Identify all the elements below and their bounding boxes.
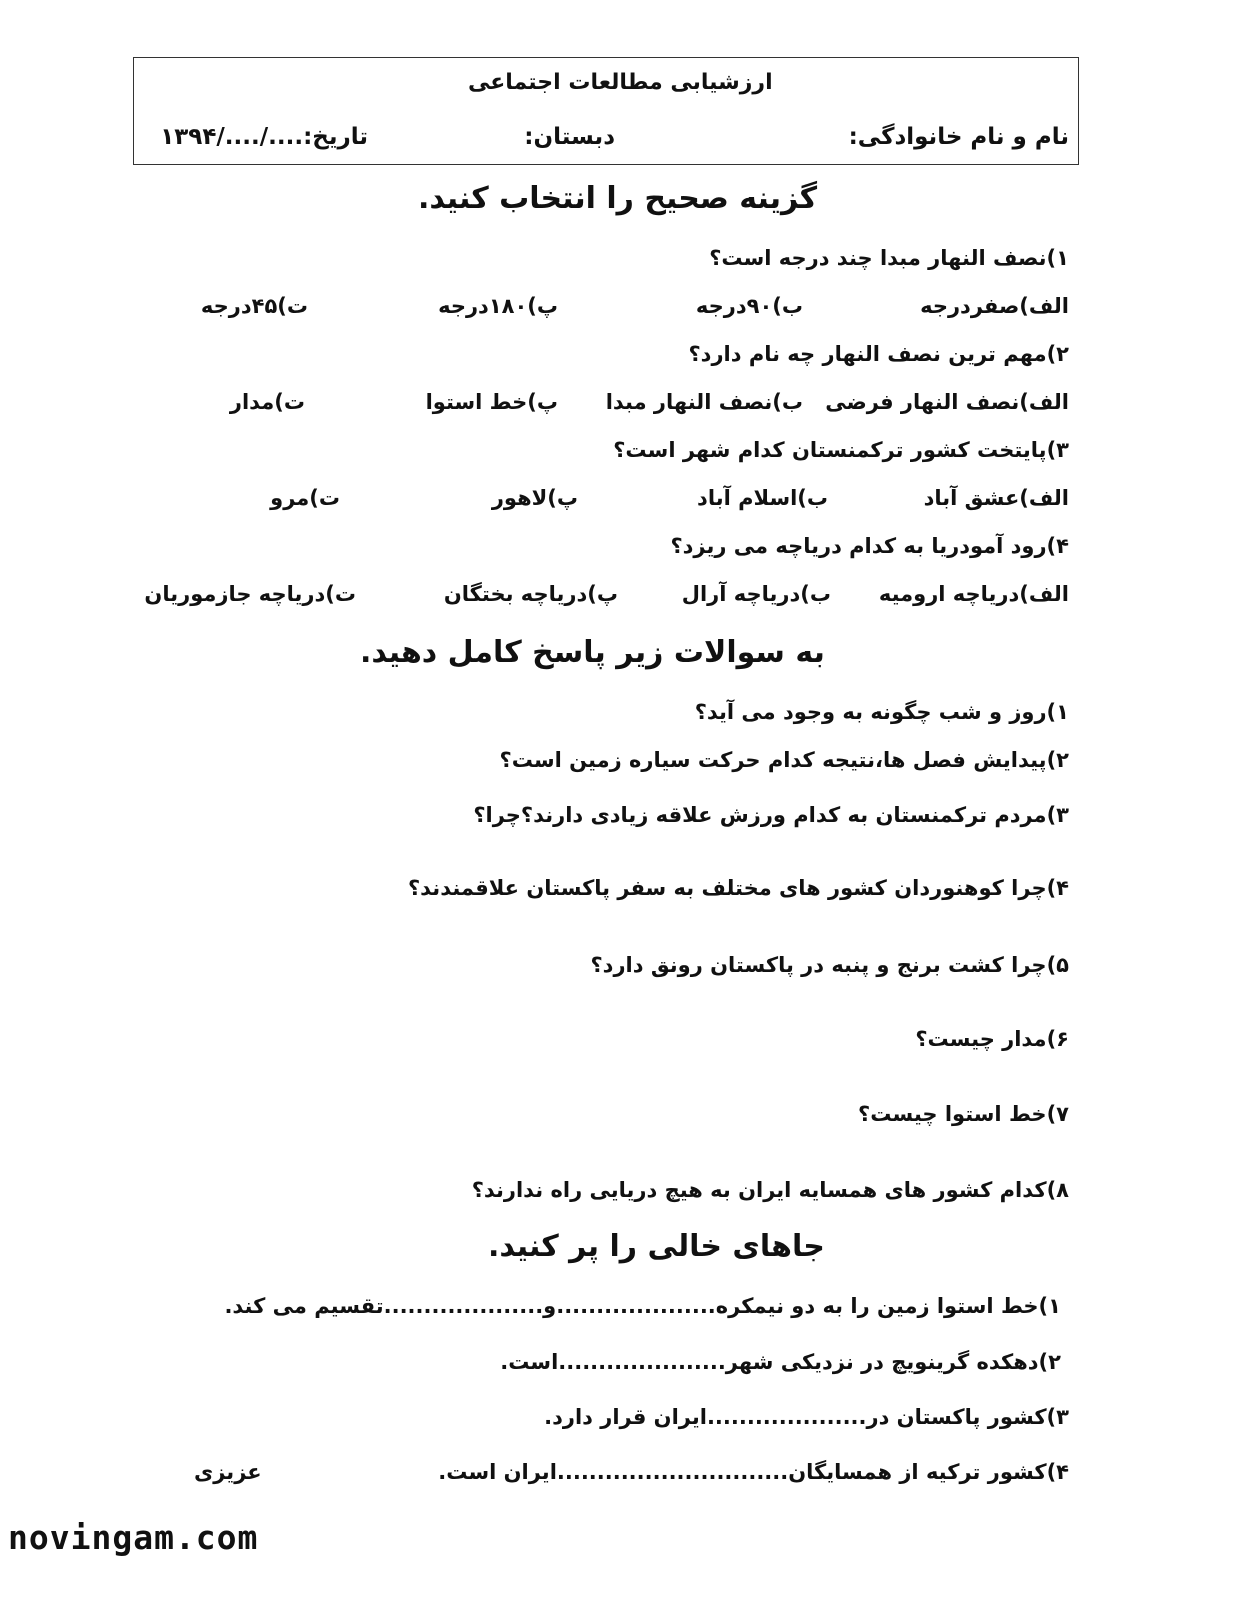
s1-q2-option-c: پ)خط استوا xyxy=(425,390,558,414)
s1-q1-option-c: پ)۱۸۰درجه xyxy=(438,294,558,318)
s1-q4-option-a: الف)دریاچه ارومیه xyxy=(878,582,1069,606)
s1-q2-option-b: ب)نصف النهار مبدا xyxy=(605,390,803,414)
s2-question-3: ۳)مردم ترکمنستان به کدام ورزش علاقه زیادی دارند؟چرا؟ xyxy=(473,803,1069,827)
author-name: عزیزی xyxy=(194,1460,262,1484)
s2-question-4: ۴)چرا کوهنوردان کشور های مختلف به سفر پاکستان علاقمندند؟ xyxy=(408,876,1069,900)
s3-question-2: ۲)دهکده گرینویچ در نزدیکی شهر.....................است. xyxy=(500,1350,1061,1374)
s1-q1-option-d: ت)۴۵درجه xyxy=(200,294,308,318)
s2-question-1: ۱)روز و شب چگونه به وجود می آید؟ xyxy=(694,700,1069,724)
s1-q2-option-a: الف)نصف النهار فرضی xyxy=(825,390,1069,414)
s1-question-4: ۴)رود آمودریا به کدام دریاچه می ریزد؟ xyxy=(670,534,1069,558)
name-field-label: نام و نام خانوادگی: xyxy=(848,124,1069,150)
school-field-label: دبستان: xyxy=(524,124,615,150)
s3-question-3: ۳)کشور پاکستان در....................ایران قرار دارد. xyxy=(544,1405,1069,1429)
s1-question-1: ۱)نصف النهار مبدا چند درجه است؟ xyxy=(709,246,1069,270)
s3-question-1: ۱)خط استوا زمین را به دو نیمکره....................و....................تقسیم می کند. xyxy=(224,1294,1061,1318)
s1-question-2: ۲)مهم ترین نصف النهار چه نام دارد؟ xyxy=(688,342,1069,366)
s2-question-6: ۶)مدار چیست؟ xyxy=(915,1027,1069,1051)
s1-q4-option-d: ت)دریاچه جازموریان xyxy=(144,582,356,606)
s2-question-2: ۲)پیدایش فصل ها،نتیجه کدام حرکت سیاره زمین است؟ xyxy=(499,748,1069,772)
s1-q1-option-a: الف)صفردرجه xyxy=(920,294,1069,318)
exam-title: ارزشیابی مطالعات اجتماعی xyxy=(468,70,773,95)
section1-title: گزینه صحیح را انتخاب کنید. xyxy=(418,181,818,216)
s1-question-3: ۳)پایتخت کشور ترکمنستان کدام شهر است؟ xyxy=(613,438,1069,462)
s1-q3-option-c: پ)لاهور xyxy=(491,486,578,510)
s1-q4-option-c: پ)دریاچه بختگان xyxy=(443,582,618,606)
s3-question-4: ۴)کشور ترکیه از همسایگان.............................ایران است. xyxy=(438,1460,1069,1484)
s1-q4-option-b: ب)دریاچه آرال xyxy=(681,582,831,606)
s1-q3-option-b: ب)اسلام آباد xyxy=(697,486,828,510)
s1-q3-option-d: ت)مرو xyxy=(270,486,340,510)
date-field-label: تاریخ:..../..../۱۳۹۴ xyxy=(160,124,368,150)
s2-question-8: ۸)کدام کشور های همسایه ایران به هیچ دریایی راه ندارند؟ xyxy=(471,1178,1069,1202)
section3-title: جاهای خالی را پر کنید. xyxy=(488,1229,825,1264)
site-watermark: novingam.com xyxy=(8,1518,259,1557)
s2-question-5: ۵)چرا کشت برنج و پنبه در پاکستان رونق دارد؟ xyxy=(590,953,1069,977)
s1-q1-option-b: ب)۹۰درجه xyxy=(695,294,803,318)
s1-q3-option-a: الف)عشق آباد xyxy=(923,486,1069,510)
section2-title: به سوالات زیر پاسخ کامل دهید. xyxy=(360,635,825,670)
s1-q2-option-d: ت)مدار xyxy=(229,390,305,414)
s2-question-7: ۷)خط استوا چیست؟ xyxy=(858,1102,1069,1126)
